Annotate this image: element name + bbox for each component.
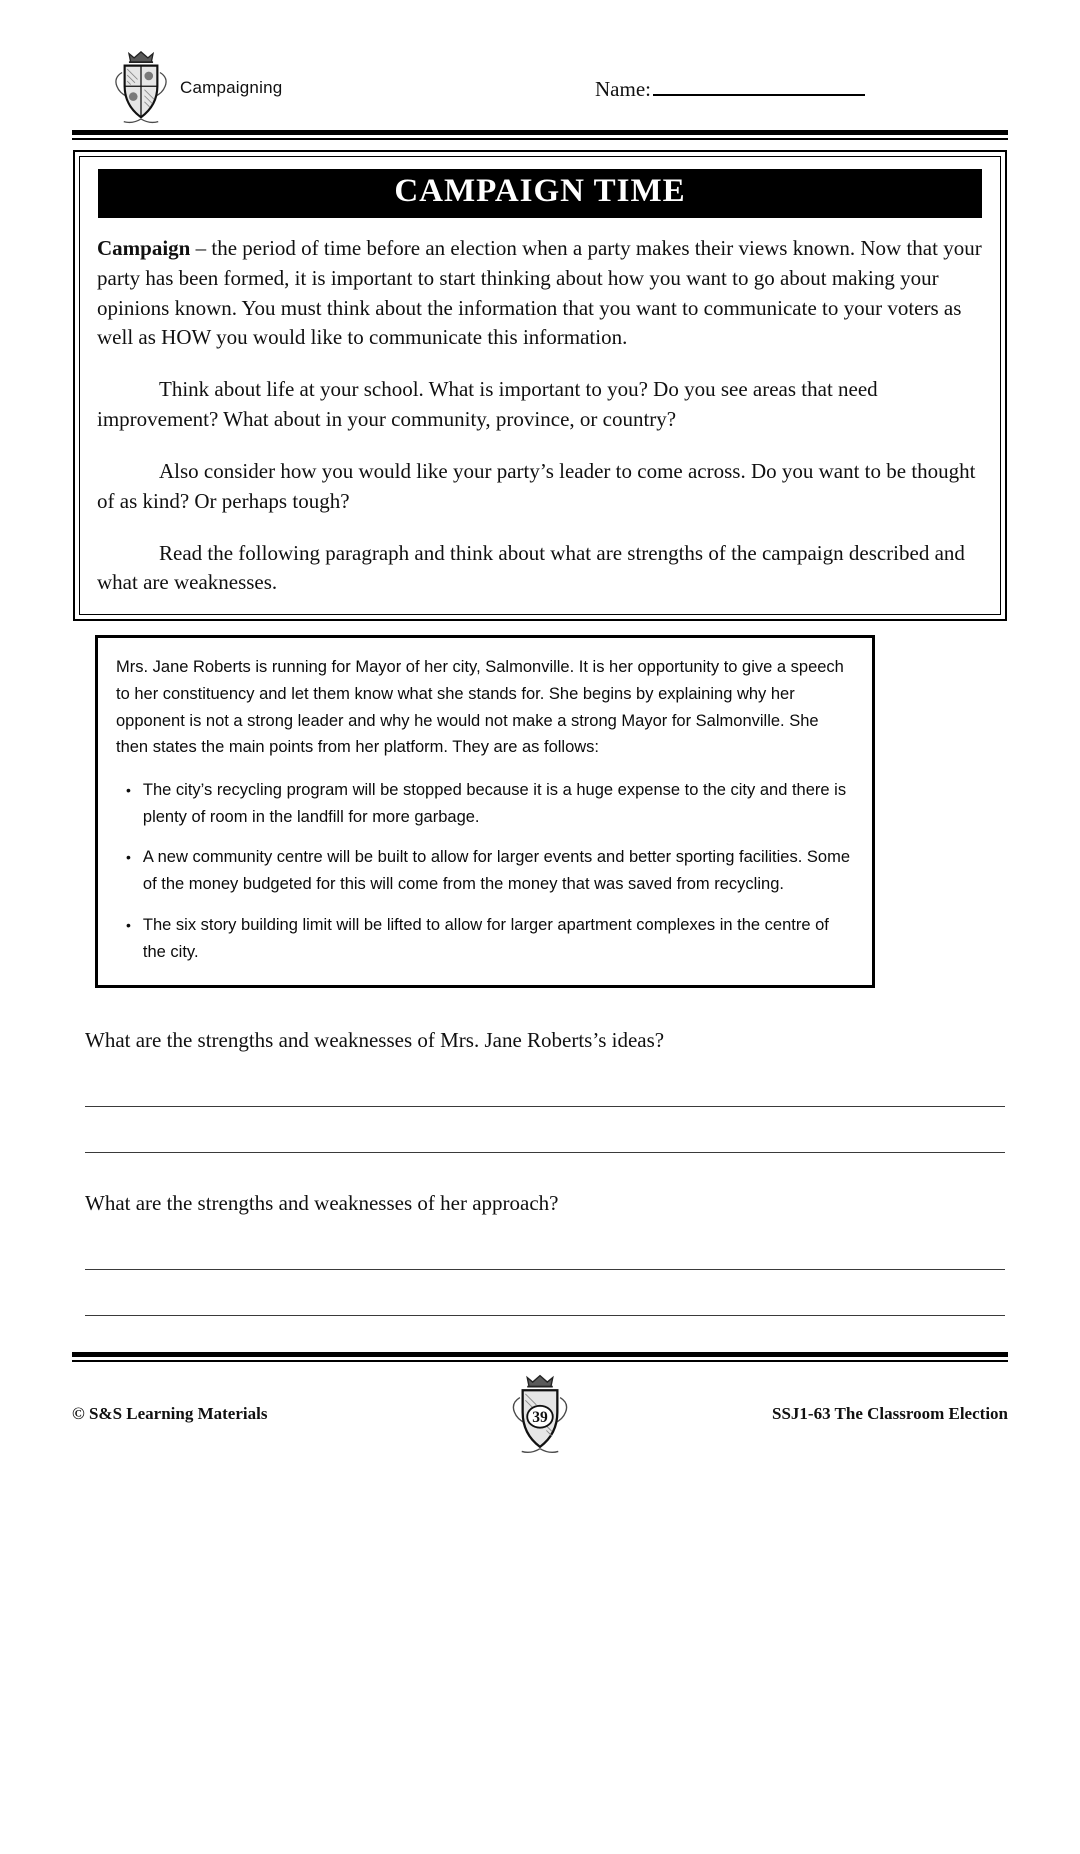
question-text: What are the strengths and weaknesses of Mrs. Jane Roberts’s ideas? [85,1028,665,1053]
scenario-paragraph: Mrs. Jane Roberts is running for Mayor of her city, Salmonville. It is her opportunity to give a speech to her constituency and let them know what she stands for. She begins by explaining why her opponent is not a strong leader and why he would not make a strong Mayor for Salmonville. She then states the main points from her platform. They are as follows: [116,658,844,757]
bullet-text: The six story building limit will be lifted to allow for larger apartment complexes in the centre of the city. [142,915,829,961]
page-header [110,50,865,126]
intro-lead-word: Campaign [97,236,191,260]
divider-thin-line [72,138,1008,140]
top-divider [72,130,1008,140]
instruction-paragraph: Also consider how you would like your party’s leader to come across. Do you want to be thought of as kind? Or perhaps tough? [97,458,976,513]
answer-line[interactable] [85,1315,1005,1316]
brand [110,50,282,126]
intro-text: – the period of time before an election when a party makes their views known. Now that your party has been formed, it is important to start thinking about how you want to go about making your opinions known. You must think about the information that you want to communicate to your voters as well as HOW you would like to communicate this information. [97,236,982,350]
page-number: 39 [532,1409,548,1427]
intro-paragraph [97,234,983,353]
bullet-text: A new community centre will be built to allow for larger events and better sporting facilities. Some of the money budgeted for this will come from the money that was saved from recycling. [142,848,850,894]
name-blank-line[interactable] [653,75,865,96]
platform-bullet [126,777,854,830]
scenario-box [95,635,875,988]
crest-icon [110,50,172,126]
section-label: Campaigning [180,78,283,97]
page-title: CAMPAIGN TIME [98,169,982,218]
bullet-text: The city’s recycling program will be stopped because it is a huge expense to the city and there is plenty of room in the landfill for more garbage. [142,781,847,826]
bullet-icon: • [126,782,131,798]
page-number-crest-icon [507,1372,573,1456]
document-id-text: SSJ1-63 The Classroom Election [772,1403,1008,1423]
questions-section [0,1026,1080,1316]
platform-bullet-list [116,777,854,965]
page-footer [72,1372,1008,1456]
campaign-time-box [73,150,1007,621]
instruction-paragraph: Think about life at your school. What is important to you? Do you see areas that need improvement? What about in your community, province, or country? [97,377,878,432]
answer-line[interactable] [85,1152,1005,1153]
platform-bullet [126,844,854,897]
campaign-time-box-inner [79,156,1001,615]
name-field [595,75,865,102]
bottom-divider [72,1352,1008,1362]
answer-line[interactable] [85,1106,1005,1107]
worksheet-page [0,50,1080,1456]
bullet-icon: • [126,916,131,933]
copyright-text: © S&S Learning Materials [72,1403,268,1423]
platform-bullet [126,912,854,965]
instruction-paragraph: Read the following paragraph and think about what are strengths of the campaign described and what are weaknesses. [97,540,965,595]
question-text: What are the strengths and weaknesses of her approach? [85,1191,559,1216]
answer-line[interactable] [85,1269,1005,1270]
divider-thin-line [72,1360,1008,1362]
bullet-icon: • [126,849,131,866]
name-label: Name: [595,76,651,101]
